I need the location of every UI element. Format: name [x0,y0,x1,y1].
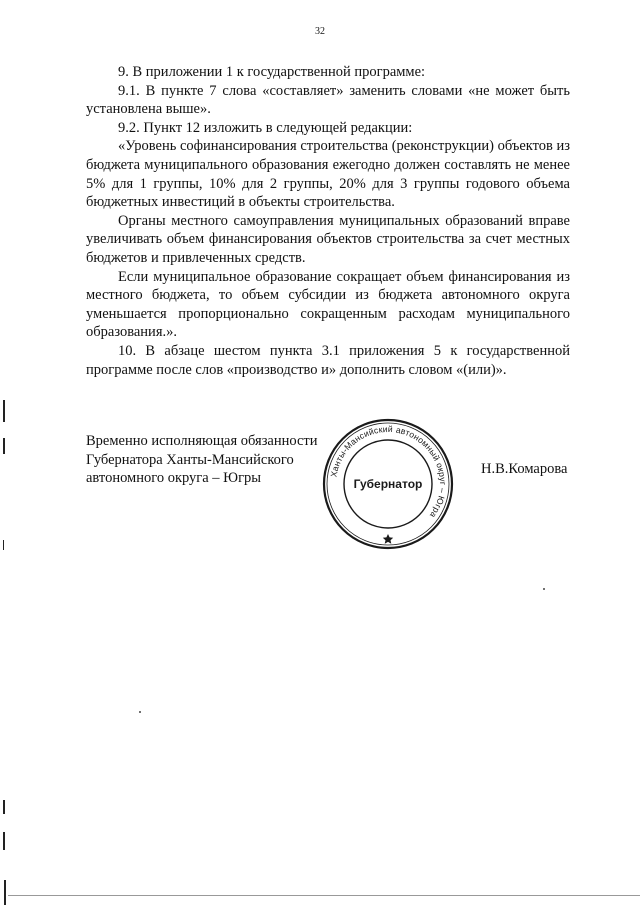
paragraph-item-9-2: 9.2. Пункт 12 изложить в следующей редакции: [118,119,413,136]
scan-edge-mark [3,438,5,454]
signatory-title-line: Временно исполняющая обязанности [86,433,318,449]
page-number: 32 [315,26,325,37]
paragraph-quote-subsidy-reduction: Если муниципальное образование сокращает объем финансирования из местного бюджета, то объем субсидии из бюджета автономного округа уменьшается пропорционально сокращенным расходам муниципального образования.». [86,268,570,341]
paragraph-item-10: 10. В абзаце шестом пункта 3.1 приложения 5 к государственной программе после слов «производство и» дополнить словом «(или)». [86,342,570,378]
star-icon [383,534,393,544]
scan-dot [139,711,141,713]
scan-edge-mark [3,400,5,422]
seal-center-text: Губернатор [353,477,423,491]
official-seal [318,414,458,554]
signatory-name: Н.В.Комарова [481,461,568,477]
paragraph-item-9-1: 9.1. В пункте 7 слова «составляет» заменить словами «не может быть установлена выше». [86,82,570,118]
paragraph-item-9: 9. В приложении 1 к государственной программе: [118,64,426,80]
seal-ring-text: Ханты-Мансийский автономный округ – Югра [328,423,449,520]
document-body [86,63,570,379]
scan-edge-mark [3,800,5,814]
paragraph-quote-local-authorities: Органы местного самоуправления муниципальных образований вправе увеличивать объем финансирования объектов строительства за счет местных бюджетов и привлеченных средств. [86,212,570,266]
signatory-title-line: автономного округа – Югры [86,470,262,487]
scan-edge-mark [3,832,5,850]
paragraph-quote-level: «Уровень софинансирования строительства (реконструкции) объектов из бюджета муниципального образования ежегодно должен составлять не менее 5% для 1 группы, 10% для 2 группы, 20% для 3 группы годового объема бюджетных инвестиций в объекты строительства. [86,138,570,211]
signatory-title [86,432,346,488]
scan-edge-mark [3,540,4,550]
scan-edge-mark [8,895,640,896]
signatory-title-line: Губернатора Ханты-Мансийского [86,451,294,468]
scan-dot [543,588,545,590]
scan-edge-mark [4,880,6,905]
